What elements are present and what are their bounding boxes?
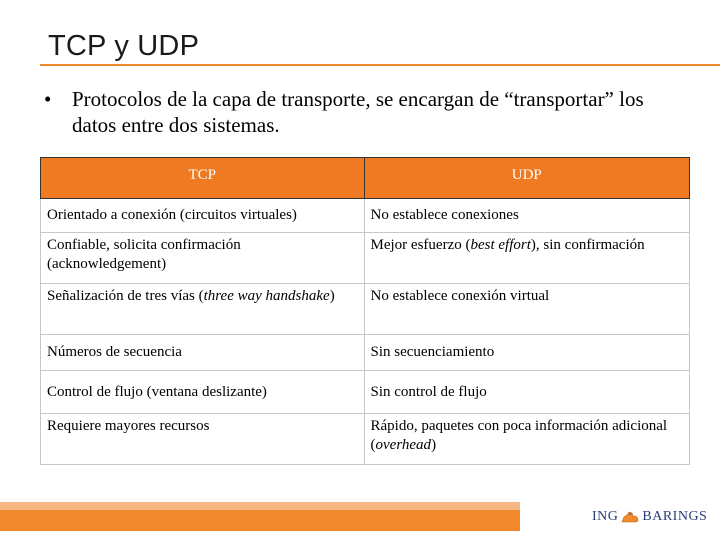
ing-barings-logo xyxy=(592,509,707,525)
comparison-table xyxy=(40,157,690,465)
bullet-text: Protocolos de la capa de transporte, se encargan de “transportar” los datos entre dos sistemas. xyxy=(72,87,644,137)
header-udp: UDP xyxy=(364,158,689,199)
udp-cell: Sin secuenciamiento xyxy=(364,335,689,371)
footer-accent-line xyxy=(0,528,520,531)
udp-cell: Sin control de flujo xyxy=(364,371,689,414)
udp-cell: Rápido, paquetes con poca información adicional (overhead) xyxy=(364,414,689,465)
tcp-cell: Orientado a conexión (circuitos virtuales) xyxy=(41,199,365,233)
udp-cell: No establece conexiones xyxy=(364,199,689,233)
table-row xyxy=(41,371,690,414)
logo-text-ing: ING xyxy=(592,509,619,524)
slide-title: TCP y UDP xyxy=(48,30,200,62)
footer-accent-bar xyxy=(0,502,520,528)
table-row xyxy=(41,199,690,233)
table-header-row xyxy=(41,158,690,199)
tcp-cell: Control de flujo (ventana deslizante) xyxy=(41,371,365,414)
tcp-cell: Números de secuencia xyxy=(41,335,365,371)
udp-cell: Mejor esfuerzo (best effort), sin confirmación xyxy=(364,233,689,284)
table-row xyxy=(41,284,690,335)
table-row xyxy=(41,414,690,465)
bullet-marker: • xyxy=(44,87,52,111)
table-row xyxy=(41,233,690,284)
bullet-point xyxy=(44,86,684,138)
title-underline xyxy=(40,64,720,66)
tcp-cell: Señalización de tres vías (three way handshake) xyxy=(41,284,365,335)
tcp-cell: Confiable, solicita confirmación (acknowledgement) xyxy=(41,233,365,284)
lion-icon xyxy=(620,509,640,525)
tcp-cell: Requiere mayores recursos xyxy=(41,414,365,465)
header-tcp: TCP xyxy=(41,158,365,199)
table-row xyxy=(41,335,690,371)
logo-text-barings: BARINGS xyxy=(642,509,708,524)
udp-cell: No establece conexión virtual xyxy=(364,284,689,335)
